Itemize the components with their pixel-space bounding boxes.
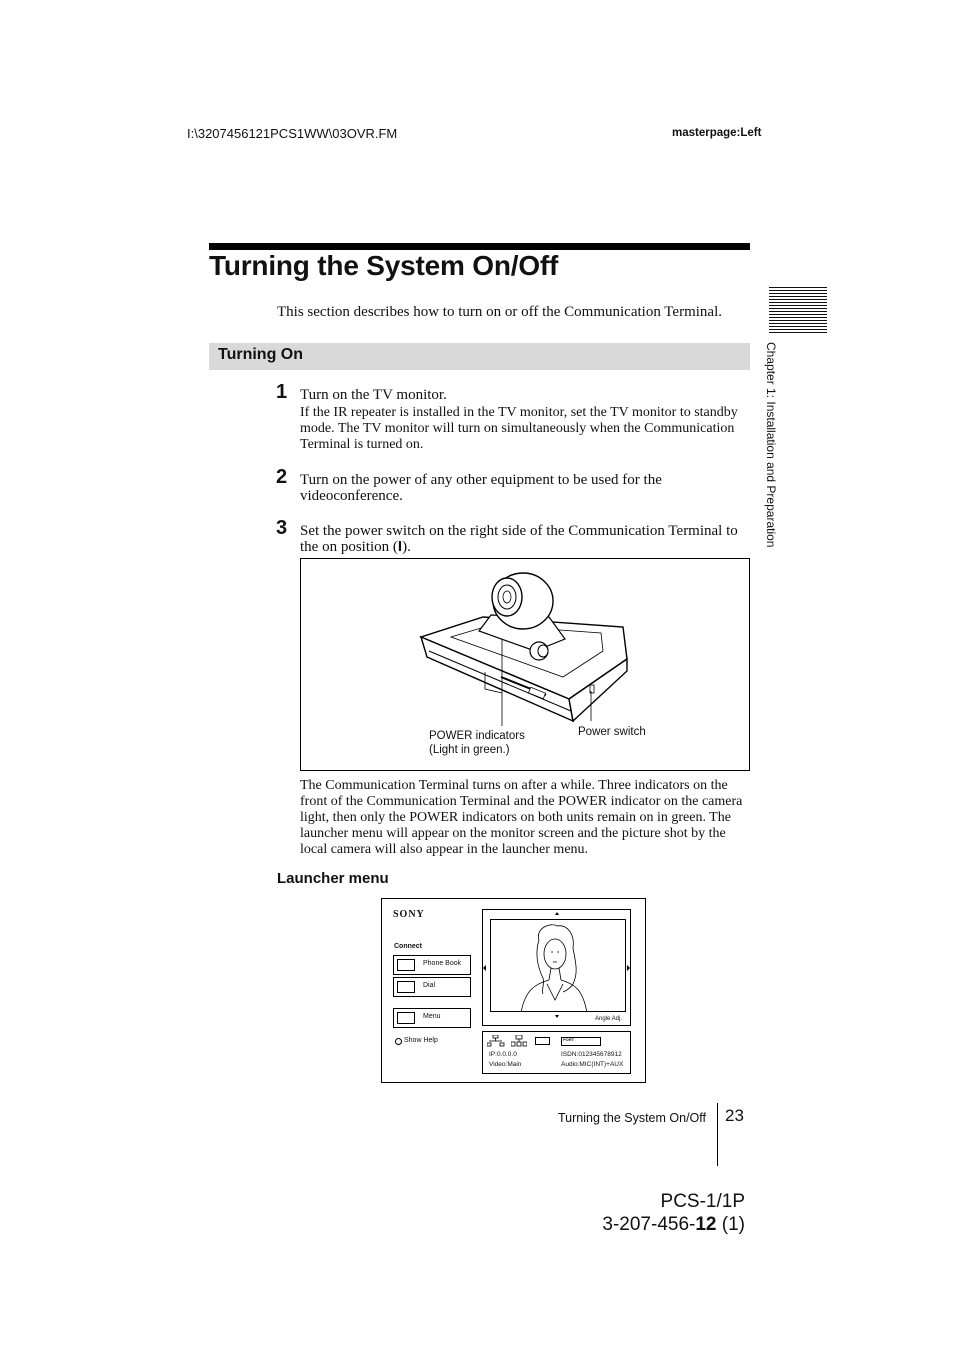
- isdn-number: ISDN:012345678912: [561, 1051, 622, 1058]
- footer-section-title: Turning the System On/Off: [558, 1111, 706, 1125]
- menu-icon: [397, 1012, 415, 1024]
- phone-book-icon: [397, 959, 415, 971]
- camera-preview: [490, 919, 626, 1012]
- file-path: I:\3207456121PCS1WW\03OVR.FM: [187, 126, 398, 141]
- dial-label: Dial: [423, 982, 436, 989]
- step-3-text: Set the power switch on the right side of the Communication Terminal to the on position (I).: [300, 523, 738, 555]
- step-number-2: 2: [276, 466, 288, 488]
- section-heading: Turning On: [218, 346, 304, 363]
- step-2-text: Turn on the power of any other equipment to be used for the videoconference.: [300, 472, 662, 504]
- launcher-menu-figure: [381, 898, 646, 1083]
- page-number: 23: [725, 1106, 744, 1125]
- menu-label: Menu: [423, 1013, 441, 1020]
- connect-label: Connect: [394, 943, 422, 950]
- network-icon: [487, 1035, 505, 1047]
- callout-power-indicators: POWER indicators: [429, 730, 525, 742]
- menu-button[interactable]: [393, 1008, 471, 1028]
- phone-book-button[interactable]: [393, 955, 471, 975]
- port-indicator: [561, 1037, 601, 1046]
- result-paragraph: The Communication Terminal turns on after a while. Three indicators on the front of the Communication Terminal and the POWER indicator on the camera light, then only the POWER indicators on both units remain on in green. The launcher menu will appear on the monitor screen and the picture shot by the local camera will also appear in the launcher menu.: [300, 778, 743, 857]
- show-help-radio[interactable]: [395, 1038, 402, 1045]
- title-rule: [209, 243, 750, 250]
- status-panel: [482, 1031, 631, 1074]
- page-title: Turning the System On/Off: [209, 250, 559, 281]
- angle-adj-label: Angle Adj.: [595, 1016, 623, 1022]
- show-help-label: Show Help: [404, 1037, 438, 1044]
- intro-text: This section describes how to turn on or off the Communication Terminal.: [277, 304, 722, 320]
- terminal-illustration: [301, 559, 751, 772]
- model-code: [602, 1190, 745, 1236]
- model-name: PCS-1/1P: [660, 1191, 745, 1212]
- phone-book-label: Phone Book: [423, 960, 462, 967]
- port-label: PORT: [563, 1037, 575, 1042]
- footer-rule: [717, 1103, 718, 1166]
- video-source: Video:Main: [489, 1061, 522, 1068]
- callout-light-green: (Light in green.): [429, 744, 510, 756]
- part-number: 3-207-456-12 (1): [602, 1214, 745, 1235]
- audio-source: Audio:MIC(INT)+AUX: [561, 1061, 624, 1068]
- sony-logo: SONY: [393, 909, 425, 920]
- launcher-heading: Launcher menu: [277, 870, 389, 887]
- chapter-tab-stripes: [769, 287, 827, 335]
- step-number-1: 1: [276, 381, 288, 403]
- person-illustration: [491, 920, 626, 1012]
- ip-address: IP:0.0.0.0: [489, 1051, 517, 1058]
- dial-icon: [397, 981, 415, 993]
- step-1-text: Turn on the TV monitor.: [300, 387, 447, 403]
- dial-button[interactable]: [393, 977, 471, 997]
- on-symbol: I: [397, 538, 403, 555]
- terminal-figure: [300, 558, 750, 771]
- video-source-icon: [535, 1037, 550, 1045]
- step-number-3: 3: [276, 517, 288, 539]
- chapter-tab-label: Chapter 1: Installation and Preparation: [764, 342, 778, 548]
- lan-icon: [511, 1035, 527, 1047]
- camera-preview-frame: [482, 909, 631, 1026]
- step-1-detail: If the IR repeater is installed in the TV monitor, set the TV monitor to standby mode. The TV monitor will turn on simultaneously when the Communication Terminal is turned on.: [300, 405, 738, 452]
- section-heading-bar: [209, 343, 750, 370]
- masterpage-label: masterpage:Left: [672, 127, 762, 139]
- callout-power-switch: Power switch: [578, 726, 646, 738]
